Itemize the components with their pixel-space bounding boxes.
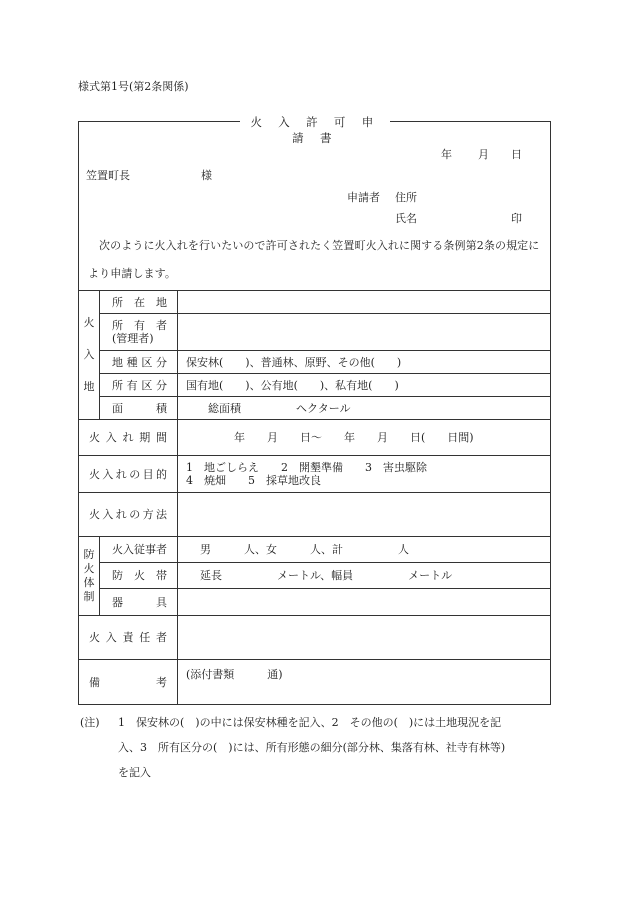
note-line-3: を記入 bbox=[118, 766, 151, 779]
workers-value: 男 人、女 人、計 人 bbox=[178, 537, 551, 563]
purpose-line-2: 4 焼畑 5 採草地改良 bbox=[186, 474, 321, 487]
application-table bbox=[78, 290, 551, 705]
note-line-2: 入、3 所有区分の( )には、所有形態の細分(部分林、集落有林、社寺有林等) bbox=[118, 741, 506, 754]
area-value: 総面積 ヘクタール bbox=[178, 397, 551, 420]
date-month: 月 bbox=[478, 148, 489, 161]
area-label: 面積 bbox=[100, 397, 178, 420]
applicant-name-label: 氏名 bbox=[395, 212, 417, 225]
purpose-label: 火入れの目的 bbox=[79, 456, 178, 493]
note-line-1: 1 保安林の( )の中には保安林種を記入、2 その他の( )には土地現況を記 bbox=[118, 716, 502, 729]
land-type-value: 保安林( )、普通林、原野、その他( ) bbox=[178, 351, 551, 374]
land-type-label: 地種区分 bbox=[100, 351, 178, 374]
addressee-honorific: 様 bbox=[201, 169, 212, 182]
note-prefix: (注) bbox=[80, 716, 100, 729]
responsible-value bbox=[178, 616, 551, 660]
land-group-label: 火 入 地 bbox=[79, 291, 100, 420]
date-year: 年 bbox=[441, 148, 452, 161]
applicant-seal: 印 bbox=[511, 212, 522, 225]
location-value bbox=[178, 291, 551, 314]
workers-label: 火入従事者 bbox=[100, 537, 178, 563]
applicant-address-label: 住所 bbox=[395, 191, 417, 204]
responsible-label: 火入責任者 bbox=[79, 616, 178, 660]
equipment-value bbox=[178, 589, 551, 616]
addressee-name: 笠置町長 bbox=[86, 169, 130, 182]
form-title: 火 入 許 可 申 請 書 bbox=[240, 114, 390, 130]
location-label: 所在地 bbox=[100, 291, 178, 314]
firebreak-value: 延長 メートル、幅員 メートル bbox=[178, 563, 551, 589]
equipment-label: 器具 bbox=[100, 589, 178, 616]
period-value: 年 月 日～ 年 月 日( 日間) bbox=[178, 420, 551, 456]
method-value bbox=[178, 493, 551, 537]
remarks-value: (添付書類 通) bbox=[178, 660, 551, 705]
owner-value bbox=[178, 314, 551, 351]
intro-text: 次のように火入れを行いたいので許可されたく笠置町火入れに関する条例第2条の規定により申請します。 bbox=[88, 239, 540, 280]
owner-sub-label: (管理者) bbox=[112, 332, 154, 345]
remarks-label: 備考 bbox=[79, 660, 178, 705]
fire-prevention-group-label: 防 火 体 制 bbox=[79, 537, 100, 616]
purpose-value bbox=[178, 456, 551, 493]
ownership-label: 所有区分 bbox=[100, 374, 178, 397]
purpose-line-1: 1 地ごしらえ 2 開墾準備 3 害虫駆除 bbox=[186, 461, 427, 474]
ownership-value: 国有地( )、公有地( )、私有地( ) bbox=[178, 374, 551, 397]
applicant-label: 申請者 bbox=[347, 191, 380, 204]
owner-label: 所有者 bbox=[112, 319, 167, 332]
owner-label-cell bbox=[100, 314, 178, 351]
form-label: 様式第1号(第2条関係) bbox=[78, 80, 189, 93]
firebreak-label: 防火帯 bbox=[100, 563, 178, 589]
period-label: 火入れ期間 bbox=[79, 420, 178, 456]
method-label: 火入れの方法 bbox=[79, 493, 178, 537]
date-day: 日 bbox=[511, 148, 522, 161]
